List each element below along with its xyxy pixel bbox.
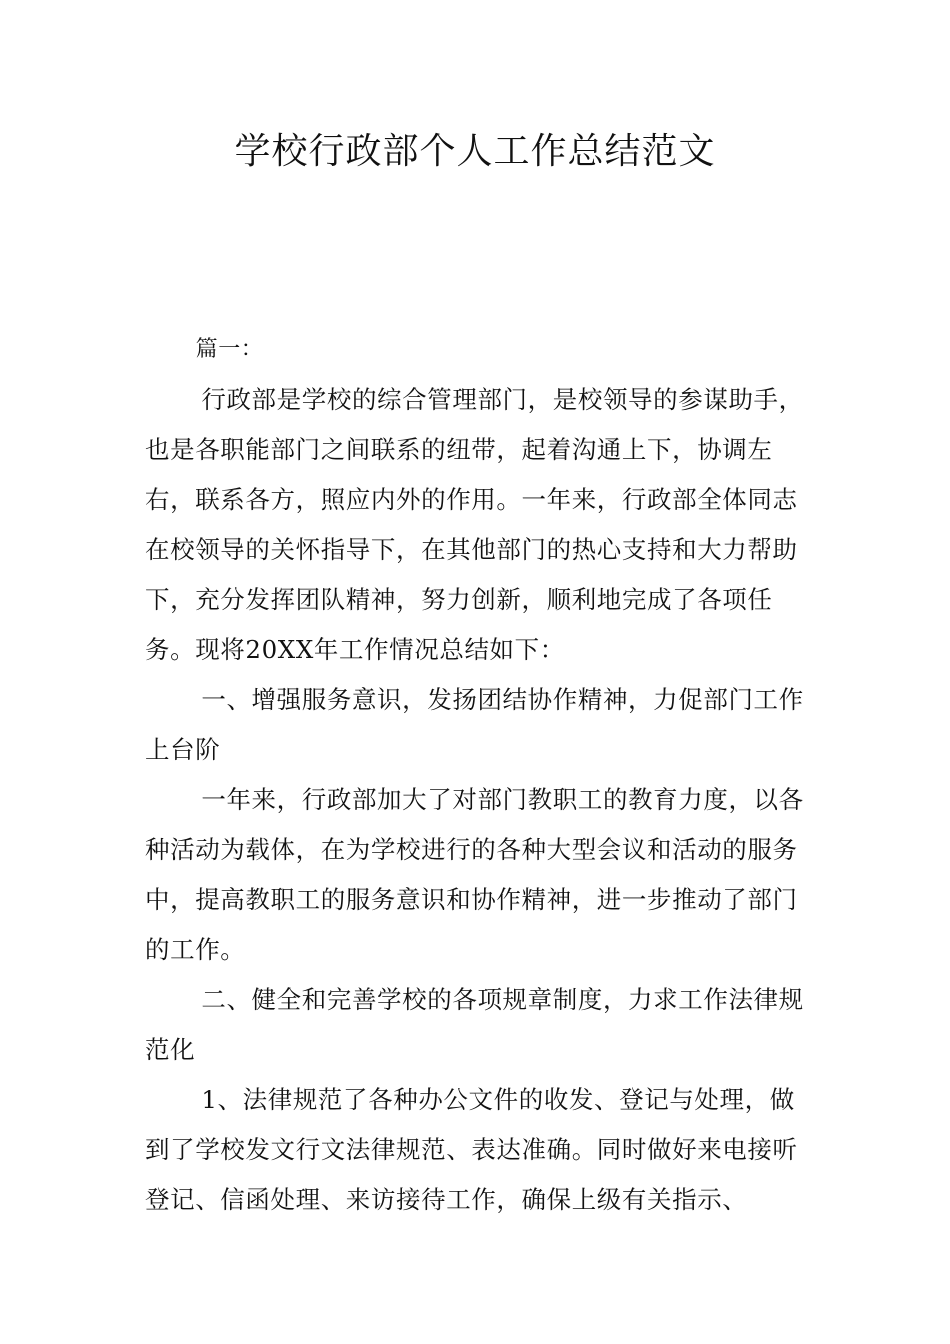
heading-section-one: 一、增强服务意识，发扬团结协作精神，力促部门工作上台阶 [145,685,804,764]
document-title: 学校行政部个人工作总结范文 [234,131,716,172]
paragraph-item-one: 1、法律规范了各种办公文件的收发、登记与处理，做到了学校发文行文法律规范、表达准确。同时做好来电接听登记、信函处理、来访接待工作，确保上级有关指示、 [145,1085,798,1214]
document-body [145,325,810,1225]
heading-section-two: 二、健全和完善学校的各项规章制度，力求工作法律规范化 [145,985,804,1064]
paragraph-section-one: 一年来，行政部加大了对部门教职工的教育力度，以各种活动为载体，在为学校进行的各种大型会议和活动的服务中，提高教职工的服务意识和协作精神，进一步推动了部门的工作。 [145,785,804,964]
section-label: 篇一： [195,337,264,362]
paragraph-intro: 行政部是学校的综合管理部门，是校领导的参谋助手，也是各职能部门之间联系的纽带，起着沟通上下，协调左右，联系各方，照应内外的作用。一年来，行政部全体同志在校领导的关怀指导下，在其他部门的热心支持和大力帮助下，充分发挥团队精神，努力创新，顺利地完成了各项任务。现将20XX年工作情况总结如下： [145,385,804,664]
